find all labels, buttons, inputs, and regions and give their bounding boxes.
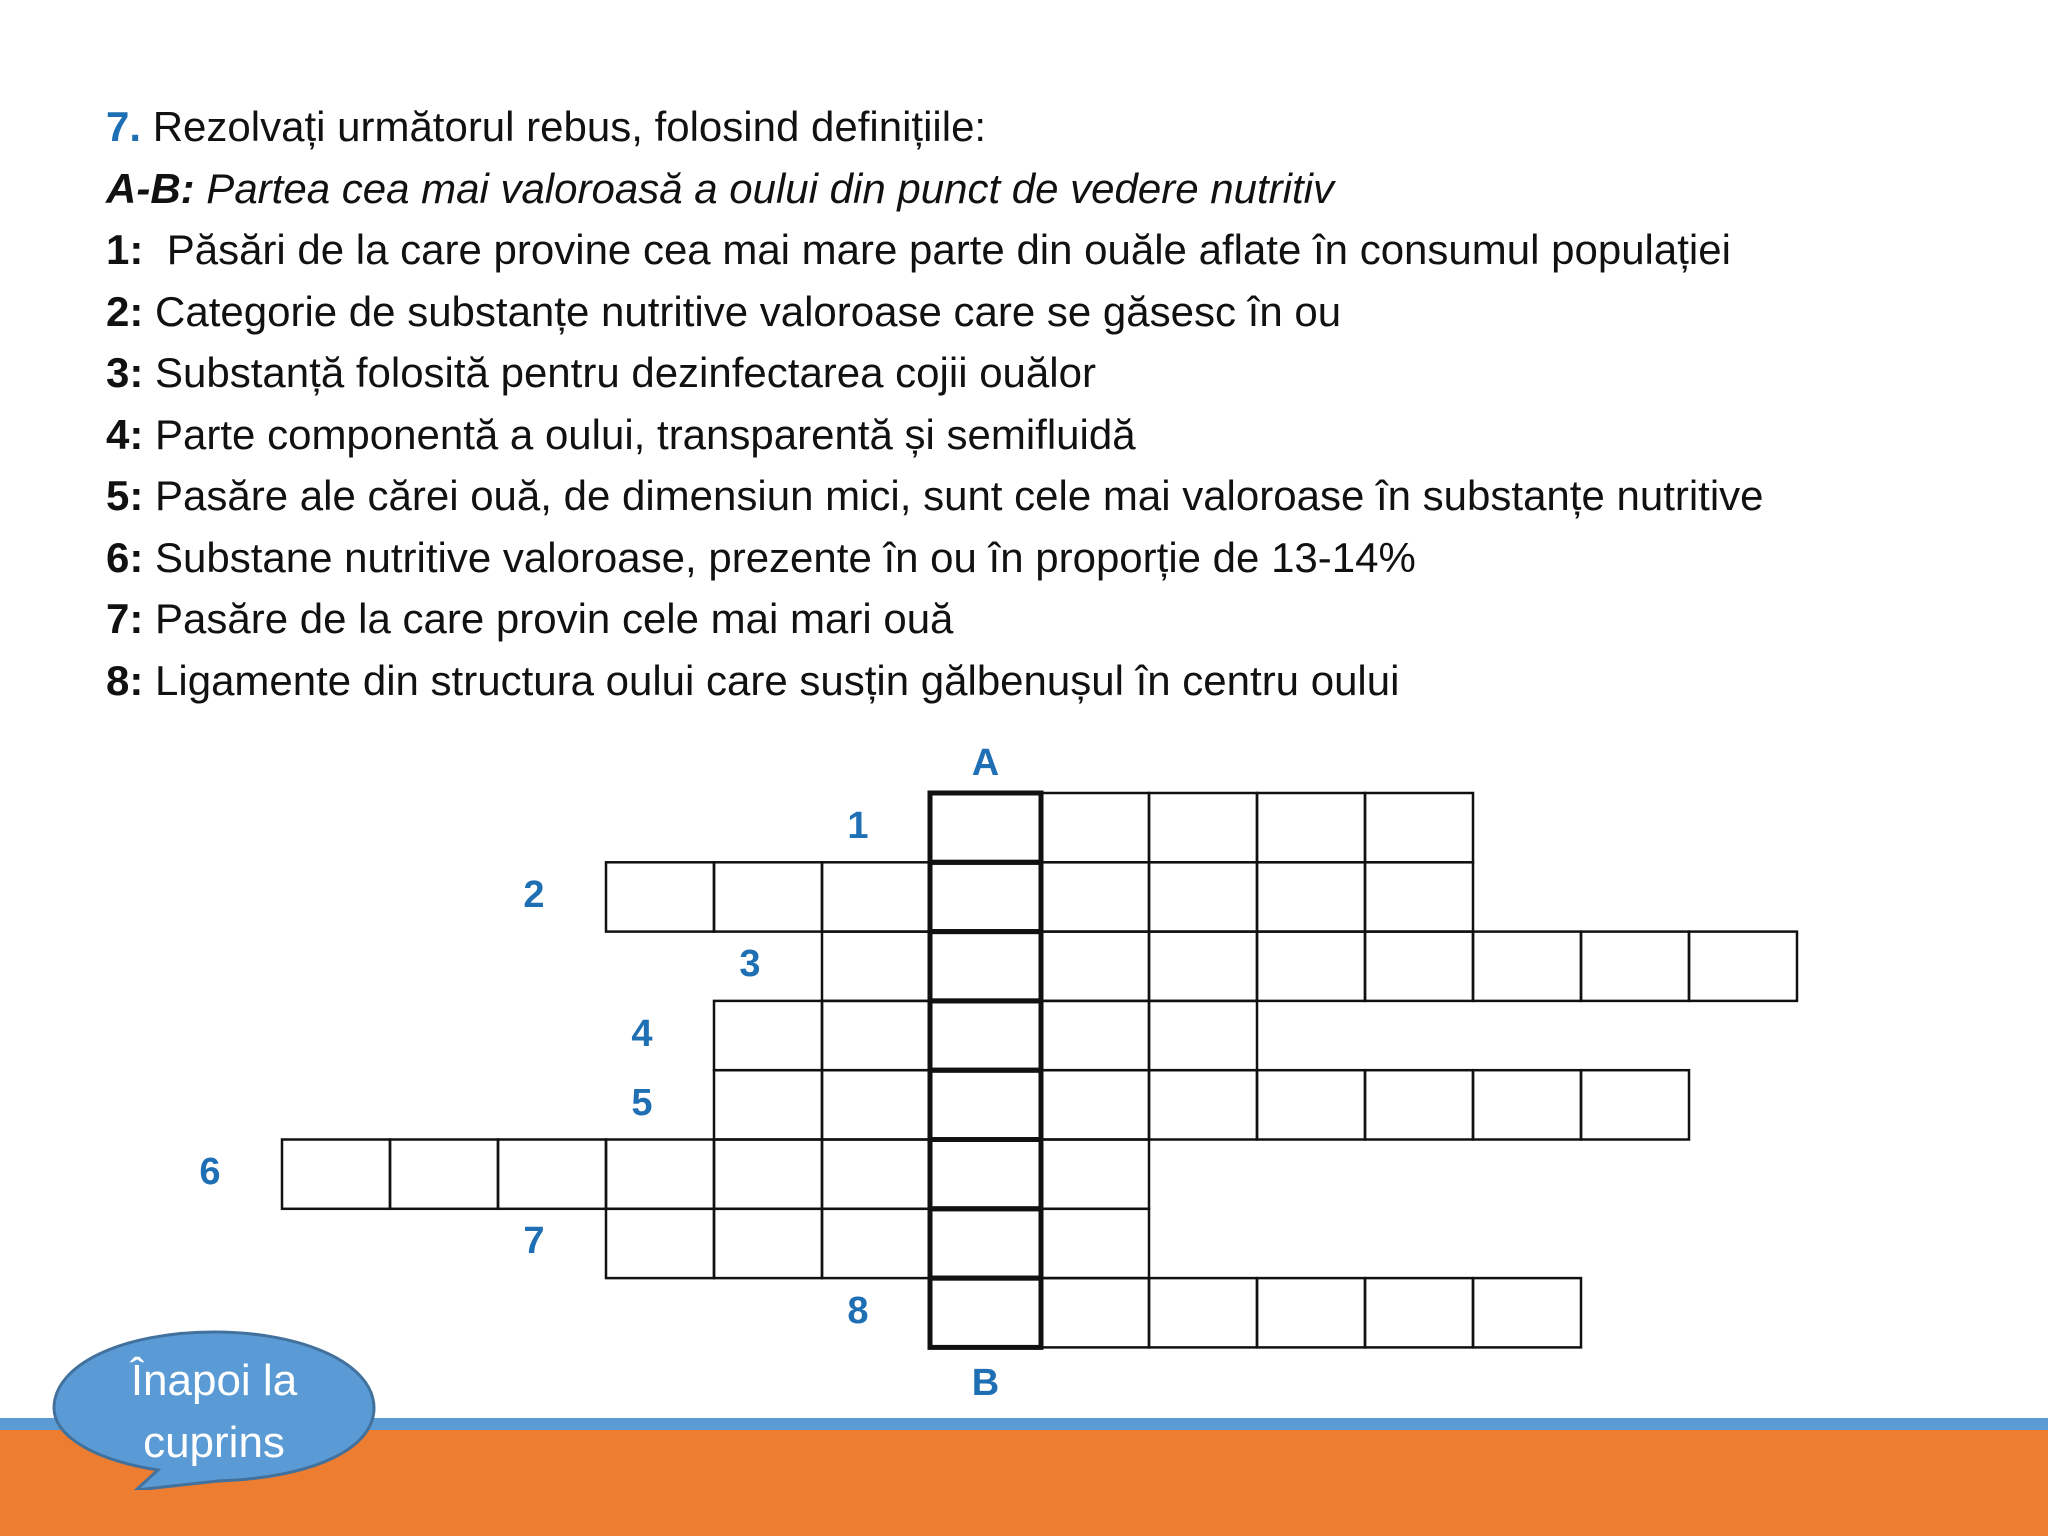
crossword-cell — [1365, 1070, 1473, 1139]
crossword-cell — [822, 1209, 930, 1278]
crossword-key-cell — [930, 1001, 1041, 1070]
crossword-cell — [822, 1070, 930, 1139]
definition-text: Pasăre ale cărei ouă, de dimensiun mici, sunt cele mai valoroase în substanțe nutritive — [143, 472, 1764, 519]
definition-key: 5: — [106, 472, 144, 519]
crossword-cell — [1257, 1070, 1365, 1139]
crossword-cell — [1041, 932, 1149, 1001]
row-number-label: 3 — [739, 943, 761, 986]
crossword-cell — [1257, 862, 1365, 931]
crossword-cell — [282, 1140, 390, 1209]
definition-key: A-B: — [106, 164, 195, 212]
definition-text: Substanță folosită pentru dezinfectarea cojii ouălor — [143, 349, 1096, 396]
column-bottom-label: B — [971, 1362, 1000, 1405]
crossword-cell — [1365, 862, 1473, 931]
definition-key: 8: — [106, 656, 144, 704]
crossword-cell — [714, 1209, 822, 1278]
column-top-label: A — [971, 742, 1000, 784]
crossword-cell — [1149, 862, 1257, 931]
crossword-key-cell — [930, 1070, 1041, 1139]
crossword-cell — [1149, 1001, 1257, 1070]
crossword-cell — [606, 862, 714, 931]
question-number: 7. — [106, 103, 142, 150]
definition-text: Parte componentă a oului, transparentă și semifluidă — [143, 410, 1136, 458]
crossword-cell — [822, 1140, 930, 1209]
row-number-label: 4 — [631, 1012, 653, 1055]
crossword-cell — [822, 932, 930, 1001]
definition-key: 6: — [106, 533, 144, 581]
crossword-cell — [1581, 932, 1689, 1001]
crossword-key-cell — [930, 793, 1041, 862]
crossword-key-cell — [930, 1140, 1041, 1209]
definition-key: 3: — [106, 349, 144, 396]
definition-key: 1: — [106, 226, 144, 273]
crossword-cell — [1041, 862, 1149, 931]
definition-key: 7: — [106, 595, 144, 642]
crossword-key-cell — [930, 932, 1041, 1001]
crossword-cell — [390, 1140, 498, 1209]
row-number-label: 2 — [523, 873, 545, 916]
back-to-contents-button[interactable] — [48, 1328, 380, 1490]
crossword-cell — [1149, 1278, 1257, 1347]
crossword-cell — [498, 1140, 606, 1209]
crossword-cell — [1041, 1070, 1149, 1139]
definition-text: Ligamente din structura oului care susțin gălbenușul în centru oului — [143, 656, 1400, 704]
crossword-cell — [714, 1140, 822, 1209]
question-title: Rezolvați următorul rebus, folosind definițiile: — [141, 103, 987, 150]
crossword-cell — [1041, 1209, 1149, 1278]
crossword-cell — [714, 862, 822, 931]
back-button-line1: Înapoi la — [130, 1356, 298, 1405]
definition-text: Categorie de substanțe nutritive valoroase care se găsesc în ou — [143, 287, 1342, 335]
crossword-cell — [1473, 1278, 1581, 1347]
crossword-key-cell — [930, 1278, 1041, 1347]
crossword-cell — [1257, 1278, 1365, 1347]
row-number-label: 5 — [631, 1081, 653, 1124]
row-number-label: 8 — [847, 1289, 869, 1332]
crossword-cell — [1149, 793, 1257, 862]
definition-key: 2: — [106, 287, 144, 335]
row-number-label: 1 — [847, 804, 869, 847]
crossword-cell — [606, 1140, 714, 1209]
crossword-cell — [1257, 793, 1365, 862]
crossword-cell — [1149, 932, 1257, 1001]
crossword-cell — [822, 862, 930, 931]
crossword-cell — [1365, 932, 1473, 1001]
crossword-cell — [1041, 1001, 1149, 1070]
crossword-cell — [1581, 1070, 1689, 1139]
crossword-cell — [606, 1209, 714, 1278]
crossword-cell — [1365, 1278, 1473, 1347]
crossword-cell — [714, 1070, 822, 1139]
crossword-key-cell — [930, 862, 1041, 931]
row-number-label: 7 — [523, 1220, 545, 1263]
crossword-cell — [714, 1001, 822, 1070]
crossword-cell — [1149, 1070, 1257, 1139]
crossword-cell — [1473, 932, 1581, 1001]
definition-text: Pasăre de la care provin cele mai mari ouă — [143, 595, 954, 642]
definition-text: Păsări de la care provine cea mai mare parte din ouăle aflate în consumul populației — [143, 226, 1731, 273]
crossword-key-cell — [930, 1209, 1041, 1278]
crossword-cell — [1365, 793, 1473, 862]
crossword-cell — [1041, 793, 1149, 862]
definition-text: Partea cea mai valoroasă a oului din punct de vedere nutritiv — [194, 164, 1334, 212]
crossword-cell — [1041, 1278, 1149, 1347]
definition-key: 4: — [106, 410, 144, 458]
back-button-line2: cuprins — [143, 1418, 285, 1467]
crossword-cell — [822, 1001, 930, 1070]
crossword-cell — [1473, 1070, 1581, 1139]
crossword-cell — [1041, 1140, 1149, 1209]
crossword-cell — [1689, 932, 1797, 1001]
row-number-label: 6 — [199, 1151, 221, 1194]
crossword-cell — [1257, 932, 1365, 1001]
definition-text: Substane nutritive valoroase, prezente în ou în proporție de 13-14% — [143, 533, 1416, 581]
